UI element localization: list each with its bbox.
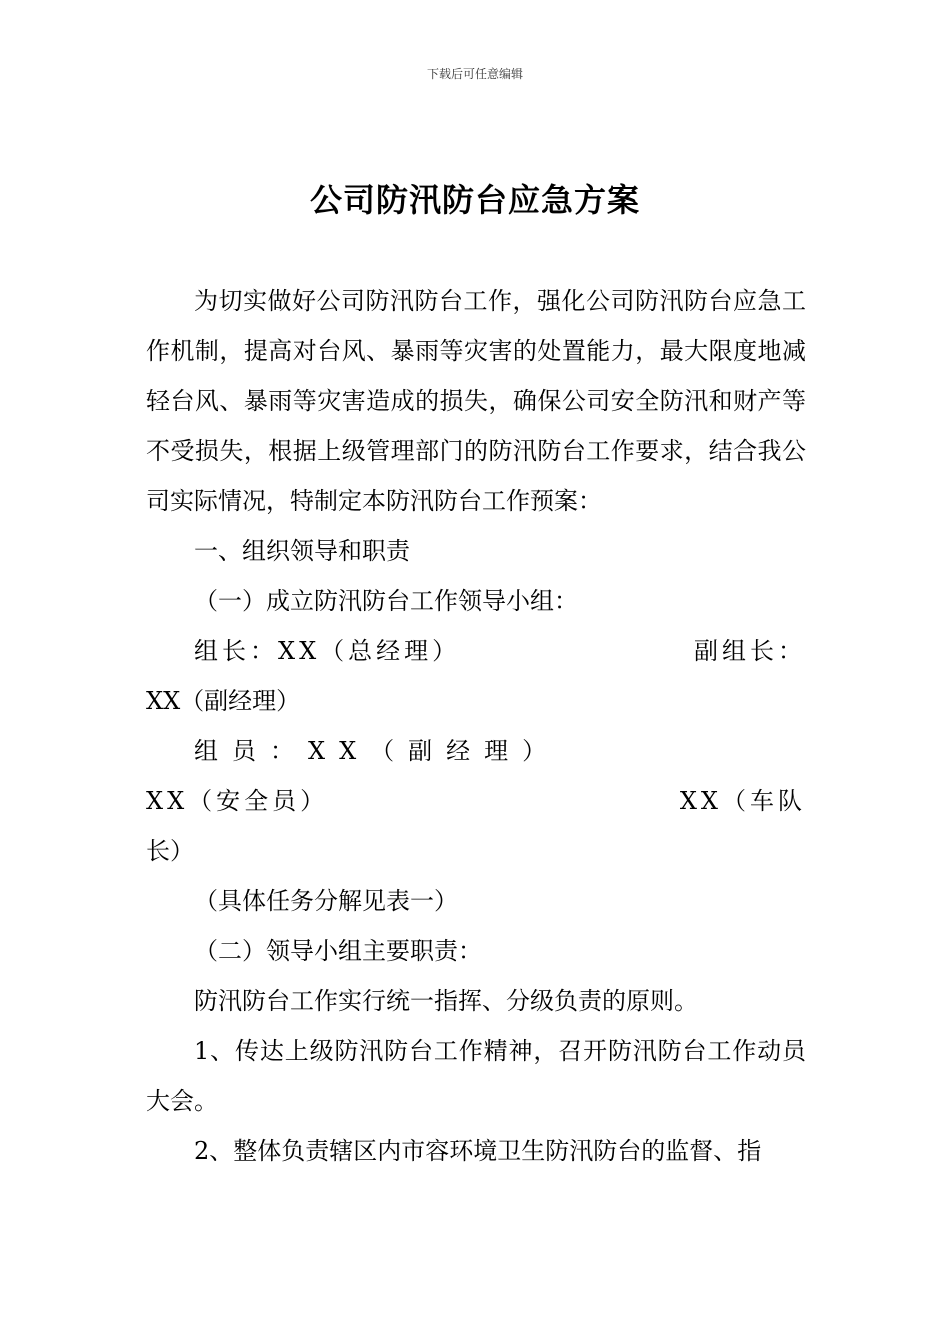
duty-item-2: 2、整体负责辖区内市容环境卫生防汛防台的监督、指 (194, 1137, 762, 1165)
leader-text: 组长：XX（总经理） (194, 637, 461, 665)
section-heading-organization: 一、组织领导和职责 (194, 537, 410, 565)
document-body (146, 276, 806, 1176)
member-fleet-leader: XX（车队 (679, 787, 806, 815)
principle-paragraph: 防汛防台工作实行统一指挥、分级负责的原则。 (194, 987, 698, 1015)
deputy-label: 副组长： (694, 637, 806, 665)
header-note: 下载后可任意编辑 (426, 67, 523, 81)
member-safety-officer: XX（安全员） (146, 787, 329, 815)
subsection-heading-group: （一）成立防汛防台工作领导小组： (194, 587, 578, 615)
member-fleet-leader-cont: 长） (146, 837, 194, 865)
task-note: （具体任务分解见表一） (194, 887, 458, 915)
member-row (146, 776, 806, 826)
member-label: 组员：XX（副经理） (194, 737, 561, 765)
deputy-value: XX（副经理） (146, 687, 301, 715)
subsection-heading-duties: （二）领导小组主要职责： (194, 937, 482, 965)
duty-item-1: 1、传达上级防汛防台工作精神，召开防汛防台工作动员大会。 (146, 1037, 806, 1115)
intro-paragraph: 为切实做好公司防汛防台工作，强化公司防汛防台应急工作机制，提高对台风、暴雨等灾害的处置能力，最大限度地减轻台风、暴雨等灾害造成的损失，确保公司安全防汛和财产等不受损失，根据上级管理部门的防汛防台工作要求，结合我公司实际情况，特制定本防汛防台工作预案： (146, 287, 806, 515)
leader-row (146, 626, 806, 676)
document-title: 公司防汛防台应急方案 (309, 181, 640, 219)
